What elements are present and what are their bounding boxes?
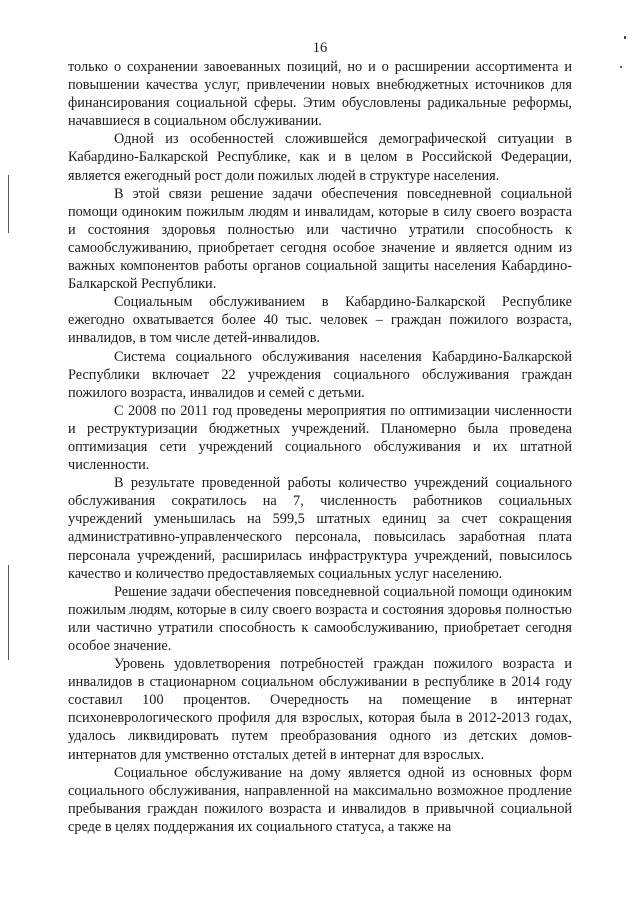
paragraph-results: В результате проведенной работы количество учреждений социального обслуживания сократилось на 7, численность работников социальных учреждений уменьшилась на 599,5 штатных единиц за счет сокращения административно-управленческого персонала, повысилась заработная плата персонала учреждений, расширилась инфраструктура учреждений, повысилось качество и количество предоставляемых социальных услуг населению. xyxy=(68,475,572,582)
paragraph-social-help-task: В этой связи решение задачи обеспечения повседневной социальной помощи одиноким пожилым людям и инвалидам, которые в силу своего возраста и состояния здоровья полностью или частично утратили способность к самообслуживанию, приобретает сегодня особое значение и является одним из важных компонентов работы органов социальной защиты населения Кабардино-Балкарской Республики. xyxy=(68,185,572,293)
paragraph-coverage: Социальным обслуживанием в Кабардино-Балкарской Республике ежегодно охватывается более 40 тыс. человек – граждан пожилого возраста, инвалидов, в том числе детей-инвалидов. xyxy=(68,294,572,347)
paragraph-home-care: Социальное обслуживание на дому является одной из основных форм социального обслуживания, направленной на максимально возможное продление пребывания граждан пожилого возраста и инвалидов в привычной социальной среде в целях поддержания их социального статуса, а также на xyxy=(68,764,572,835)
scan-speck-right xyxy=(620,66,622,68)
paragraph-demography: Одной из особенностей сложившейся демографической ситуации в Кабардино-Балкарской Республике, как и в целом в Российской Федерации, является ежегодный рост доли пожилых людей в структуре населения. xyxy=(68,131,572,184)
paragraph-continuation: только о сохранении завоеванных позиций, но и о расширении ассортимента и повышении качества услуг, привлечении новых внебюджетных источников для финансирования социальной сферы. Этим обусловлены радикальные реформы, начавшиеся в социальном обслуживании. xyxy=(68,59,572,130)
paragraph-optimization: С 2008 по 2011 год проведены мероприятия по оптимизации численности и реструктуризации бюджетных учреждений. Планомерно была проведена оптимизация сети учреждений социального обслуживания и их штатной численности. xyxy=(68,402,572,474)
scan-margin-line-lower xyxy=(8,565,9,660)
page-number: 16 xyxy=(312,40,328,56)
scan-margin-line-upper xyxy=(8,175,9,233)
document-body xyxy=(68,58,572,836)
paragraph-stationary-care: Уровень удовлетворения потребностей граждан пожилого возраста и инвалидов в стационарном социальном обслуживании в республике в 2014 году составил 100 процентов. Очередность на помещение в интернат психоневрологического профиля для взрослых, которая была в 2012-2013 годах, удалось ликвидировать путем преобразования одного из детских домов-интернатов для умственно отсталых детей в интернат для взрослых. xyxy=(68,656,572,763)
paragraph-task-solution: Решение задачи обеспечения повседневной социальной помощи одиноким пожилым людям, которые в силу своего возраста и состояния здоровья полностью или частично утратили способность к самообслуживанию, приобретает сегодня особое значение. xyxy=(68,583,572,654)
paragraph-system: Система социального обслуживания населения Кабардино-Балкарской Республики включает 22 учреждения социального обслуживания граждан пожилого возраста, инвалидов и семей с детьми. xyxy=(68,348,572,401)
scan-speck-top-right xyxy=(624,36,626,39)
